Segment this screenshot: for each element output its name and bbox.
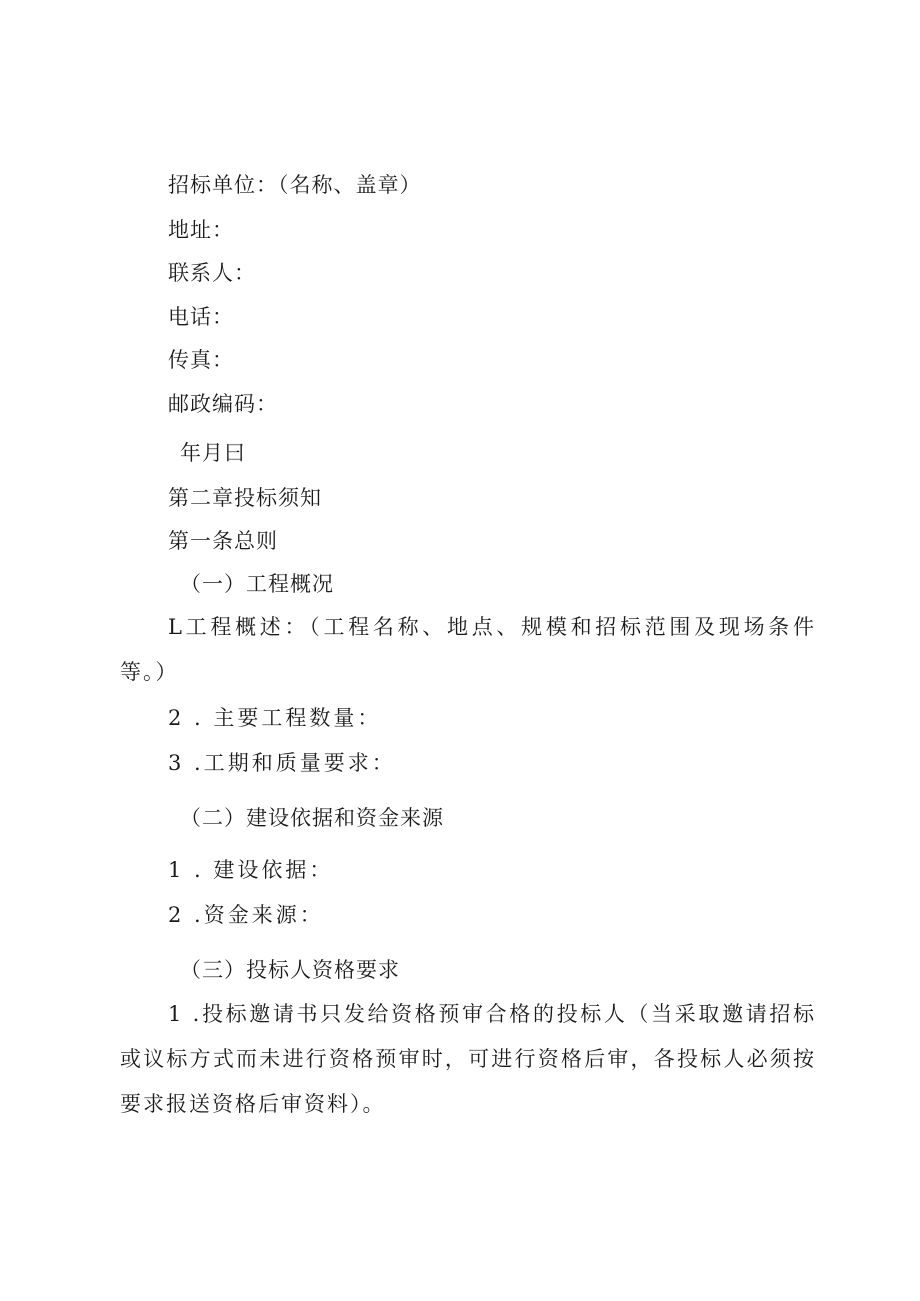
fax-line: 传真：	[168, 348, 234, 372]
address-line: 地址：	[168, 218, 234, 242]
section-heading-project-overview: （一）工程概况	[180, 572, 334, 596]
schedule-quality-item: 3 .工期和质量要求：	[168, 751, 396, 775]
project-description-paragraph: L工程概述：（工程名称、地点、规模和招标范围及现场条件等。）	[120, 615, 816, 684]
construction-basis-item: 1 . 建设依据：	[168, 858, 334, 882]
main-quantities-item: 2 . 主要工程数量：	[168, 706, 382, 730]
date-line: 年月曰	[180, 441, 246, 465]
postcode-line: 邮政编码：	[168, 392, 278, 416]
section-heading-qualification: （三）投标人资格要求	[180, 958, 400, 982]
section-heading-funding: （二）建设依据和资金来源	[180, 806, 444, 830]
phone-line: 电话：	[168, 305, 234, 329]
qualification-paragraph: 1 .投标邀请书只发给资格预审合格的投标人（当采取邀请招标或议标方式而未进行资格预审时，可进行资格后审，各投标人必须按要求报送资格后审资料）。	[120, 1002, 816, 1116]
article-title: 第一条总则	[168, 529, 278, 553]
chapter-title: 第二章投标须知	[168, 486, 322, 510]
funding-source-item: 2 .资金来源：	[168, 903, 324, 927]
contact-person-line: 联系人：	[168, 261, 256, 285]
tender-unit-line: 招标单位：（名称、盖章）	[168, 173, 422, 197]
